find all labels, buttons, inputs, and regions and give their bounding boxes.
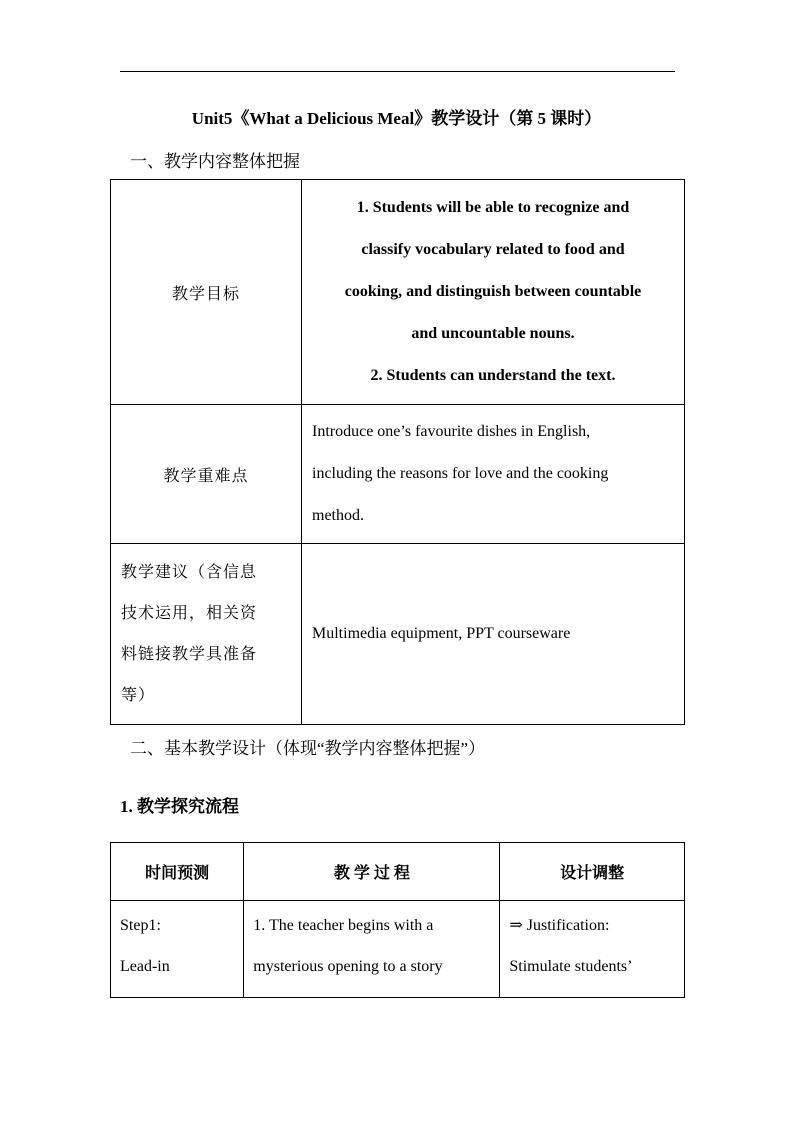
teaching-process-table: [110, 842, 685, 998]
header-rule: [120, 71, 675, 72]
label-line: 技术运用，相关资: [121, 605, 258, 622]
cell-line: mysterious opening to a story: [253, 958, 443, 975]
cell-process: [244, 901, 500, 998]
objective-line: and uncountable nouns.: [411, 325, 575, 342]
table-row: [111, 544, 685, 725]
section-heading-1: 一、教学内容整体把握: [130, 152, 300, 171]
row-label-suggestions: [111, 544, 302, 725]
key-point-line: Introduce one’s favourite dishes in English,: [312, 423, 591, 440]
row-label-key-points: 教学重难点: [111, 405, 302, 544]
key-point-line: including the reasons for love and the cooking: [312, 465, 609, 482]
objective-line: 1. Students will be able to recognize and: [356, 199, 630, 216]
label-line: 料链接教学具准备: [121, 646, 258, 663]
table-row: [111, 405, 685, 544]
cell-line: Lead-in: [120, 958, 170, 975]
table-row: [111, 901, 685, 998]
objective-line: classify vocabulary related to food and: [361, 241, 625, 258]
cell-line: Stimulate students’: [509, 958, 633, 975]
key-points-content: [302, 405, 685, 544]
cell-line: Step1:: [120, 917, 161, 934]
section-heading-2: 二、基本教学设计（体现“教学内容整体把握”）: [130, 739, 486, 758]
objective-line: 2. Students can understand the text.: [370, 367, 616, 384]
document-title: Unit5《What a Delicious Meal》教学设计（第 5 课时）: [191, 109, 602, 128]
objectives-content: [302, 180, 685, 405]
header-process: 教 学 过 程: [244, 843, 500, 901]
cell-line: 1. The teacher begins with a: [253, 917, 434, 934]
cell-adjustment: [500, 901, 685, 998]
header-adjustment: 设计调整: [500, 843, 685, 901]
row-label-objectives: 教学目标: [111, 180, 302, 405]
content-overview-table: [110, 179, 685, 725]
suggestions-content: Multimedia equipment, PPT courseware: [302, 544, 685, 725]
label-line: 教学建议（含信息: [121, 564, 258, 581]
subheading-inquiry-flow: 1. 教学探究流程: [120, 797, 239, 816]
label-line: 等）: [121, 687, 156, 704]
header-time: 时间预测: [111, 843, 244, 901]
cell-line: ⇒ Justification:: [509, 917, 610, 934]
objective-line: cooking, and distinguish between countable: [344, 283, 642, 300]
cell-time: [111, 901, 244, 998]
key-point-line: method.: [312, 507, 364, 524]
table-header-row: [111, 843, 685, 901]
table-row: [111, 180, 685, 405]
